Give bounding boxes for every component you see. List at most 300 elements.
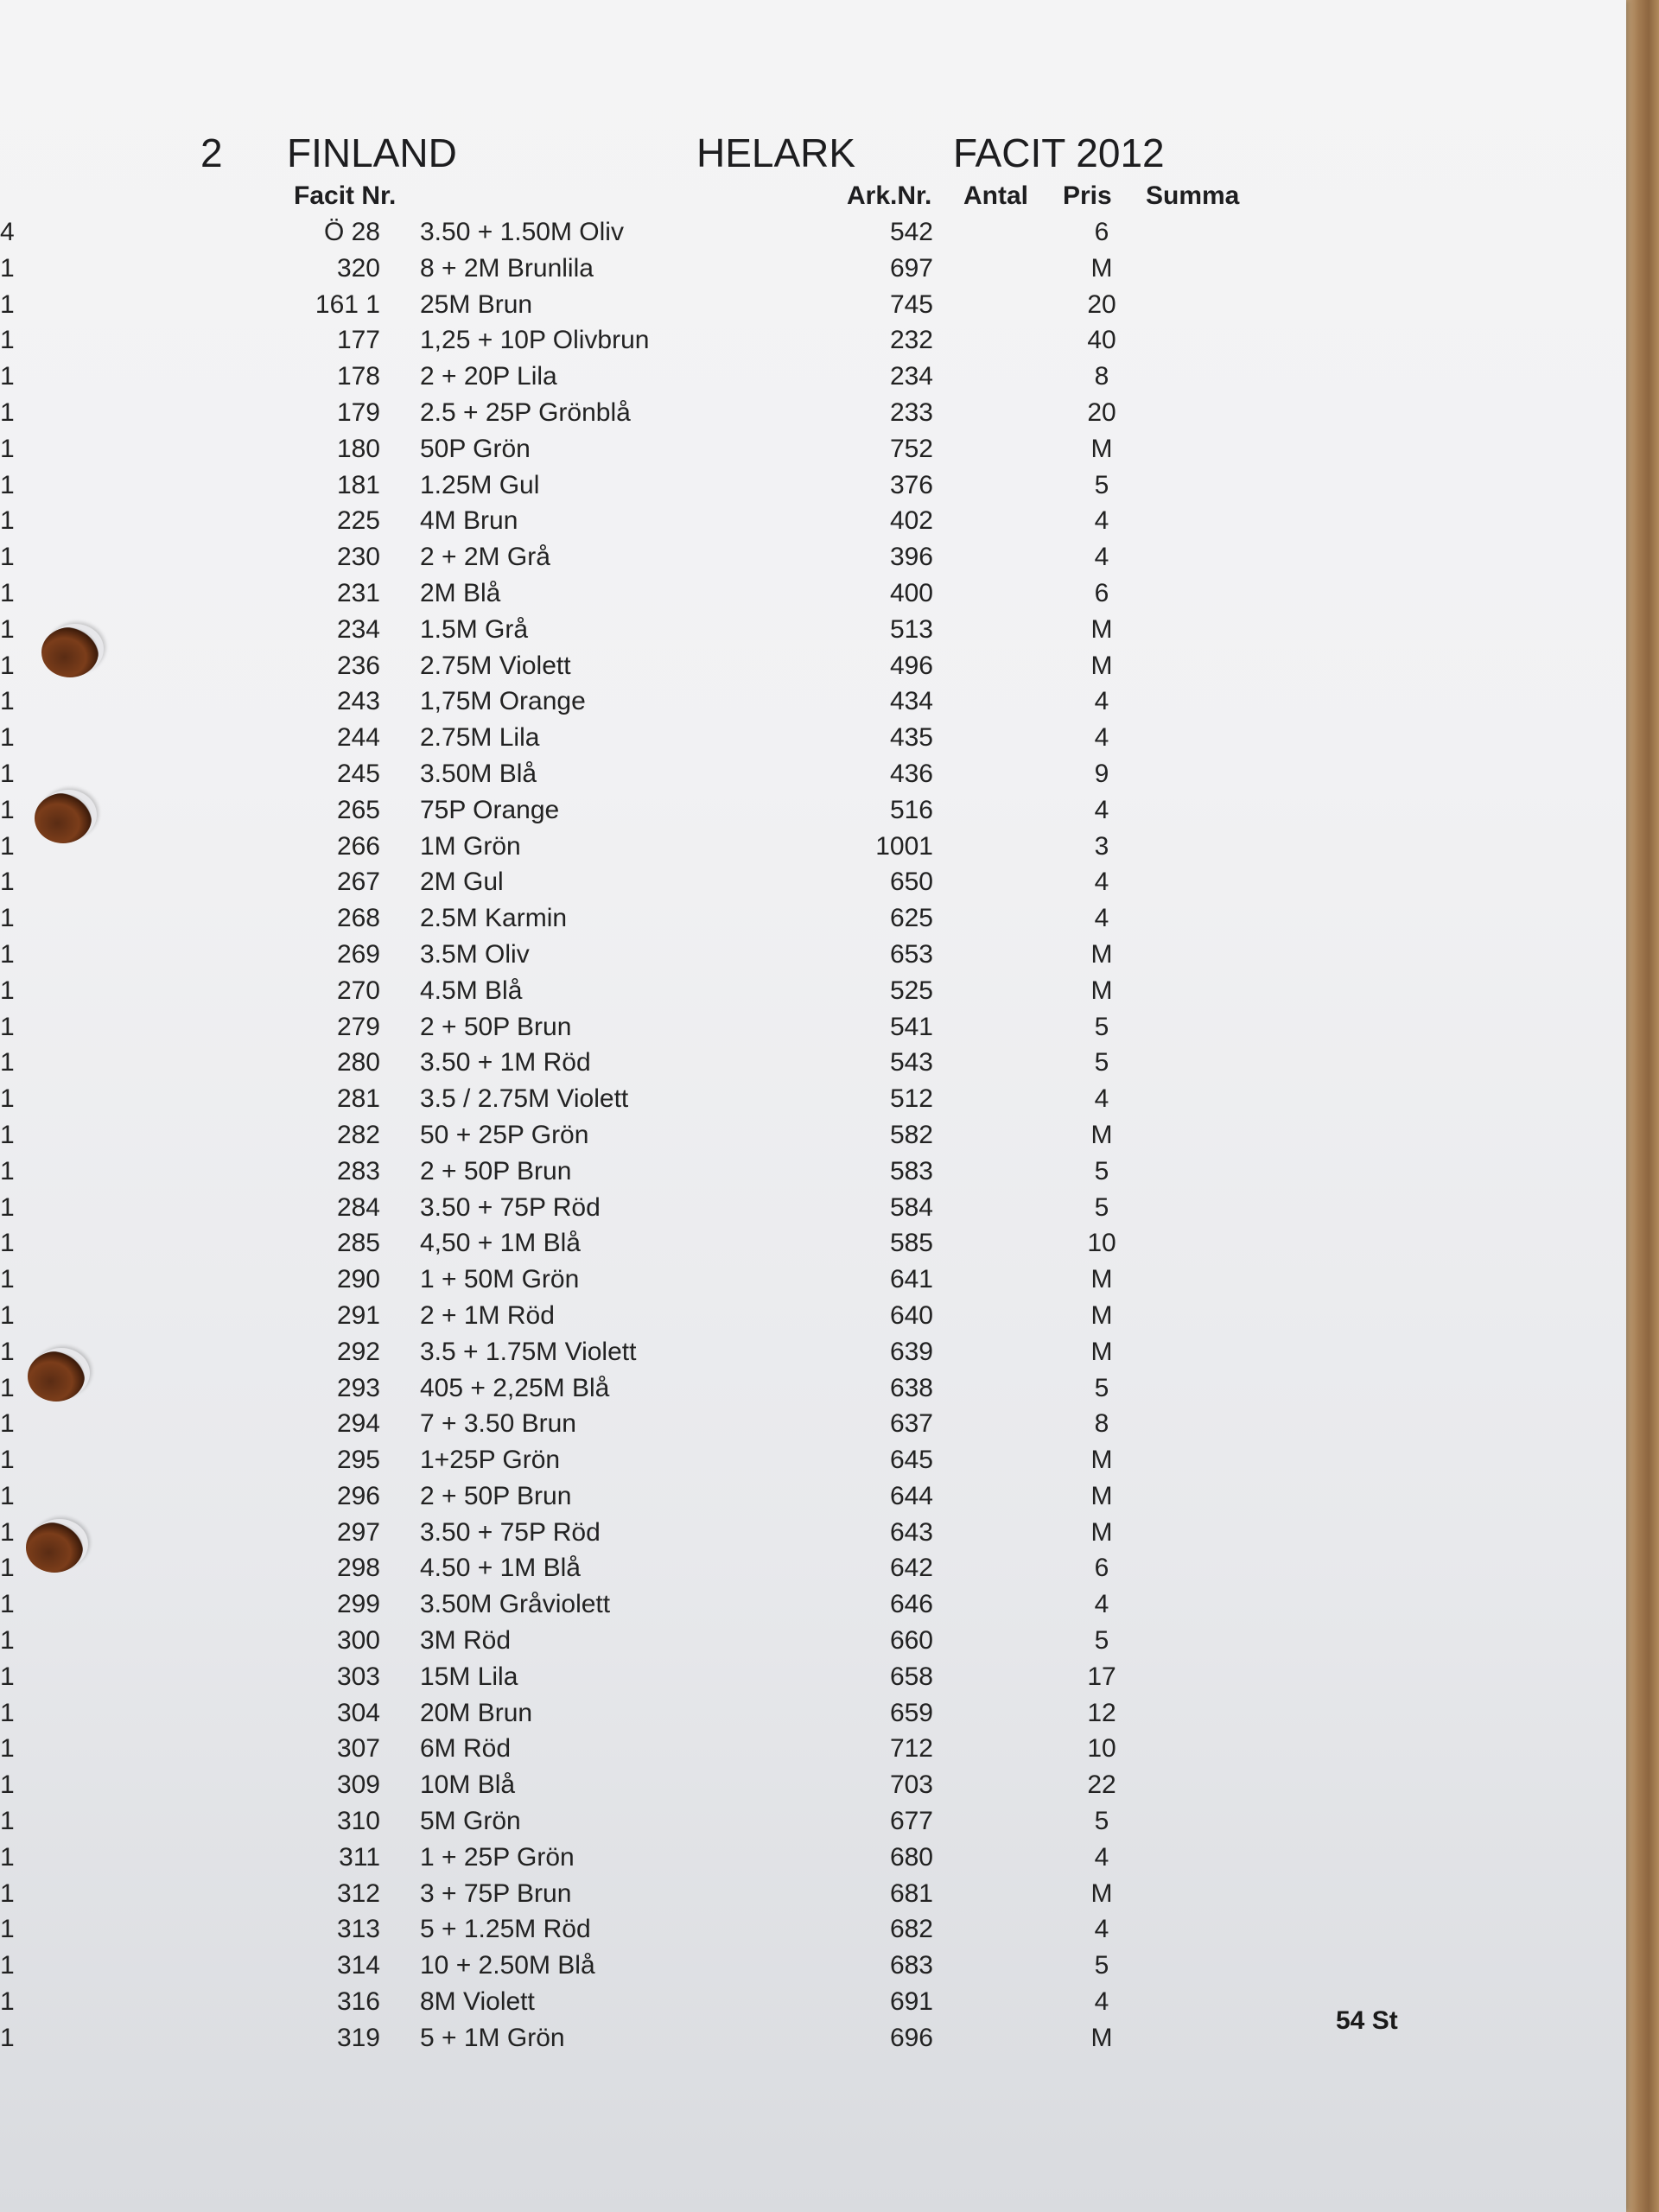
table-row (0, 1876, 1469, 1912)
pris-cell: M (1090, 939, 1113, 969)
page-number: 2 (200, 130, 223, 175)
antal-cell: 1 (0, 904, 15, 933)
antal-cell: 1 (0, 1698, 15, 1727)
antal-cell: 1 (0, 795, 15, 824)
ark-nr-cell: 516 (889, 795, 933, 824)
ark-nr-cell: 376 (889, 470, 933, 499)
description-cell: 75P Orange (420, 795, 560, 824)
description-cell: 5M Grön (420, 1807, 521, 1836)
column-header-summa: Summa (1146, 181, 1240, 210)
table-row (0, 1623, 1469, 1659)
ark-nr-cell: 584 (889, 1192, 933, 1222)
ark-nr-cell: 639 (889, 1337, 933, 1366)
description-cell: 7 + 3.50 Brun (420, 1409, 576, 1439)
description-cell: 2 + 50P Brun (420, 1481, 572, 1510)
antal-cell: 1 (0, 470, 15, 499)
description-cell: 3.50 + 75P Röd (420, 1192, 601, 1222)
antal-cell: 1 (0, 1265, 15, 1294)
facit-nr-cell: 179 (336, 397, 380, 427)
antal-cell: 1 (0, 1987, 15, 2017)
facit-nr-cell: 236 (336, 651, 380, 680)
facit-nr-cell: 299 (336, 1590, 380, 1619)
table-row (0, 1911, 1469, 1948)
description-cell: 15M Lila (420, 1662, 518, 1691)
antal-cell: 1 (0, 614, 15, 644)
table-row (0, 1117, 1469, 1154)
ark-nr-cell: 585 (889, 1229, 933, 1258)
stamp-list (0, 214, 1469, 2056)
pris-cell: M (1090, 1337, 1113, 1366)
ark-nr-cell: 645 (889, 1446, 933, 1475)
facit-nr-cell: 297 (336, 1517, 380, 1547)
ark-nr-cell: 582 (889, 1120, 933, 1149)
pris-cell: 4 (1094, 723, 1109, 753)
ark-nr-cell: 712 (889, 1734, 933, 1764)
pris-cell: 4 (1094, 1084, 1109, 1114)
ark-nr-cell: 677 (889, 1807, 933, 1836)
facit-nr-cell: 295 (336, 1446, 380, 1475)
ark-nr-cell: 496 (889, 651, 933, 680)
ark-nr-cell: 697 (889, 253, 933, 283)
table-row (0, 287, 1469, 323)
description-cell: 4M Brun (420, 506, 518, 536)
table-row (0, 1442, 1469, 1478)
table-row (0, 1840, 1469, 1876)
ark-nr-cell: 1001 (875, 831, 933, 861)
pris-cell: 4 (1094, 1915, 1109, 1944)
antal-cell: 1 (0, 434, 15, 463)
antal-cell: 1 (0, 651, 15, 680)
facit-nr-cell: 309 (336, 1770, 380, 1800)
ark-nr-cell: 625 (889, 904, 933, 933)
facit-nr-cell: 312 (336, 1878, 380, 1908)
antal-cell: 1 (0, 1156, 15, 1185)
ark-nr-cell: 436 (889, 759, 933, 788)
facit-nr-cell: 266 (336, 831, 380, 861)
description-cell: 2 + 1M Röd (420, 1300, 555, 1330)
pris-cell: 5 (1094, 470, 1109, 499)
facit-nr-cell: 290 (336, 1265, 380, 1294)
facit-nr-cell: 177 (336, 326, 380, 355)
pris-cell: 4 (1094, 904, 1109, 933)
facit-nr-cell: 314 (336, 1951, 380, 1980)
facit-nr-cell: 311 (339, 1842, 380, 1872)
antal-cell: 1 (0, 1915, 15, 1944)
facit-nr-cell: 265 (336, 795, 380, 824)
description-cell: 20M Brun (420, 1698, 533, 1727)
antal-cell: 1 (0, 1554, 15, 1583)
ark-nr-cell: 681 (889, 1878, 933, 1908)
ark-nr-cell: 660 (889, 1626, 933, 1656)
pris-cell: 9 (1094, 759, 1109, 788)
ark-nr-cell: 703 (889, 1770, 933, 1800)
table-row (0, 1225, 1469, 1262)
antal-cell: 1 (0, 326, 15, 355)
antal-cell: 1 (0, 1807, 15, 1836)
table-row (0, 1803, 1469, 1840)
pris-cell: 4 (1094, 868, 1109, 897)
facit-nr-cell: 303 (336, 1662, 380, 1691)
pris-cell: 5 (1094, 1156, 1109, 1185)
table-row (0, 1731, 1469, 1767)
ark-nr-cell: 680 (889, 1842, 933, 1872)
table-row (0, 214, 1469, 251)
ark-nr-cell: 658 (889, 1662, 933, 1691)
facit-nr-cell: 231 (336, 578, 380, 607)
pris-cell: 8 (1094, 362, 1109, 391)
antal-cell: 1 (0, 1951, 15, 1980)
antal-cell: 1 (0, 687, 15, 716)
antal-cell: 1 (0, 1012, 15, 1041)
ark-nr-cell: 233 (889, 397, 933, 427)
table-row (0, 1984, 1469, 2020)
table-row (0, 575, 1469, 612)
table-row (0, 612, 1469, 648)
pris-cell: 5 (1094, 1626, 1109, 1656)
facit-nr-cell: 180 (336, 434, 380, 463)
facit-nr-cell: 230 (336, 543, 380, 572)
ark-nr-cell: 396 (889, 543, 933, 572)
pris-cell: M (1090, 1517, 1113, 1547)
facit-nr-cell: 293 (336, 1373, 380, 1402)
description-cell: 8M Violett (420, 1987, 535, 2017)
antal-cell: 1 (0, 1446, 15, 1475)
table-row (0, 1081, 1469, 1117)
table-row (0, 1767, 1469, 1803)
description-cell: 1+25P Grön (420, 1446, 561, 1475)
table-row (0, 1478, 1469, 1515)
description-cell: 5 + 1.25M Röd (420, 1915, 591, 1944)
table-row (0, 2020, 1469, 2056)
table-row (0, 1298, 1469, 1334)
description-cell: 3.5M Oliv (420, 939, 530, 969)
table-row (0, 864, 1469, 900)
table-row (0, 900, 1469, 937)
table-row (0, 322, 1469, 359)
facit-nr-cell: 304 (336, 1698, 380, 1727)
description-cell: 2.75M Violett (420, 651, 571, 680)
ark-nr-cell: 541 (889, 1012, 933, 1041)
country-title: FINLAND (287, 130, 457, 175)
antal-cell: 1 (0, 1120, 15, 1149)
facit-nr-cell: 292 (336, 1337, 380, 1366)
antal-cell: 1 (0, 1300, 15, 1330)
description-cell: 10M Blå (420, 1770, 516, 1800)
table-row (0, 720, 1469, 756)
pris-cell: M (1090, 434, 1113, 463)
description-cell: 3.5 + 1.75M Violett (420, 1337, 637, 1366)
ark-nr-cell: 525 (889, 976, 933, 1005)
ark-nr-cell: 696 (889, 2023, 933, 2052)
facit-nr-cell: 296 (336, 1481, 380, 1510)
facit-nr-cell: 307 (336, 1734, 380, 1764)
ark-nr-cell: 434 (889, 687, 933, 716)
description-cell: 6M Röd (420, 1734, 512, 1764)
description-cell: 3.5 / 2.75M Violett (420, 1084, 629, 1114)
description-cell: 2.75M Lila (420, 723, 540, 753)
description-cell: 8 + 2M Brunlila (420, 253, 594, 283)
wooden-desk-edge (1624, 0, 1659, 2212)
antal-cell: 1 (0, 1878, 15, 1908)
antal-cell: 1 (0, 397, 15, 427)
pris-cell: 20 (1087, 397, 1116, 427)
pris-cell: 5 (1094, 1192, 1109, 1222)
facit-nr-cell: 300 (336, 1626, 380, 1656)
antal-cell: 1 (0, 831, 15, 861)
facit-nr-cell: 294 (336, 1409, 380, 1439)
ark-nr-cell: 646 (889, 1590, 933, 1619)
description-cell: 4,50 + 1M Blå (420, 1229, 581, 1258)
description-cell: 5 + 1M Grön (420, 2023, 565, 2052)
description-cell: 1.25M Gul (420, 470, 540, 499)
ark-nr-cell: 643 (889, 1517, 933, 1547)
antal-cell: 1 (0, 1517, 15, 1547)
pris-cell: 4 (1094, 543, 1109, 572)
table-row (0, 1190, 1469, 1226)
table-row (0, 1262, 1469, 1298)
pris-cell: 4 (1094, 687, 1109, 716)
facit-nr-cell: 178 (336, 362, 380, 391)
facit-nr-cell: 280 (336, 1048, 380, 1077)
antal-cell: 1 (0, 1626, 15, 1656)
pris-cell: 20 (1087, 289, 1116, 319)
facit-nr-cell: 310 (336, 1807, 380, 1836)
facit-nr-cell: 282 (336, 1120, 380, 1149)
facit-nr-cell: 298 (336, 1554, 380, 1583)
antal-cell: 1 (0, 1409, 15, 1439)
ark-nr-cell: 653 (889, 939, 933, 969)
ark-nr-cell: 402 (889, 506, 933, 536)
pris-cell: 10 (1087, 1229, 1116, 1258)
facit-nr-cell: 161 1 (315, 289, 380, 319)
ark-nr-cell: 512 (889, 1084, 933, 1114)
description-cell: 1 + 50M Grön (420, 1265, 580, 1294)
pris-cell: M (1090, 614, 1113, 644)
facit-nr-cell: 316 (336, 1987, 380, 2017)
antal-cell: 1 (0, 976, 15, 1005)
pris-cell: 4 (1094, 506, 1109, 536)
column-header-facit-nr: Facit Nr. (294, 181, 397, 210)
ark-nr-cell: 644 (889, 1481, 933, 1510)
pris-cell: M (1090, 651, 1113, 680)
table-row (0, 1406, 1469, 1442)
table-row (0, 1948, 1469, 1984)
table-row (0, 829, 1469, 865)
table-row (0, 395, 1469, 431)
pris-cell: 6 (1094, 218, 1109, 246)
table-row (0, 359, 1469, 395)
facit-nr-cell: 285 (336, 1229, 380, 1258)
description-cell: 2M Gul (420, 868, 504, 897)
table-row (0, 937, 1469, 973)
ark-nr-cell: 745 (889, 289, 933, 319)
antal-cell: 1 (0, 289, 15, 319)
description-cell: 2 + 20P Lila (420, 362, 557, 391)
description-cell: 1M Grön (420, 831, 521, 861)
description-cell: 25M Brun (420, 289, 533, 319)
ark-nr-cell: 234 (889, 362, 933, 391)
antal-cell: 1 (0, 759, 15, 788)
table-row (0, 1045, 1469, 1081)
pris-cell: 4 (1094, 1590, 1109, 1619)
ark-nr-cell: 642 (889, 1554, 933, 1583)
description-cell: 10 + 2.50M Blå (420, 1951, 595, 1980)
facit-nr-cell: 284 (336, 1192, 380, 1222)
ark-nr-cell: 683 (889, 1951, 933, 1980)
table-row (0, 431, 1469, 467)
antal-cell: 1 (0, 1337, 15, 1366)
description-cell: 3.50 + 1M Röd (420, 1048, 591, 1077)
description-cell: 2M Blå (420, 578, 501, 607)
pris-cell: 5 (1094, 1951, 1109, 1980)
pris-cell: 5 (1094, 1373, 1109, 1402)
pris-cell: 12 (1087, 1698, 1116, 1727)
table-row (0, 539, 1469, 575)
ark-nr-cell: 682 (889, 1915, 933, 1944)
description-cell: 3M Röd (420, 1626, 512, 1656)
description-cell: 1,25 + 10P Olivbrun (420, 326, 650, 355)
antal-cell: 1 (0, 578, 15, 607)
facit-nr-cell: 319 (336, 2023, 380, 2052)
table-row (0, 1586, 1469, 1623)
pris-cell: 17 (1087, 1662, 1116, 1691)
ark-nr-cell: 637 (889, 1409, 933, 1439)
ark-nr-cell: 638 (889, 1373, 933, 1402)
pris-cell: 10 (1087, 1734, 1116, 1764)
description-cell: 2 + 50P Brun (420, 1012, 572, 1041)
column-header-pris: Pris (1063, 181, 1112, 210)
antal-cell: 1 (0, 1048, 15, 1077)
ark-nr-cell: 435 (889, 723, 933, 753)
facit-nr-cell: 267 (336, 868, 380, 897)
facit-nr-cell: 281 (336, 1084, 380, 1114)
facit-nr-cell: Ö 28 (323, 218, 380, 246)
antal-cell: 1 (0, 506, 15, 536)
pris-cell: M (1090, 2023, 1113, 2052)
ark-nr-cell: 232 (889, 326, 933, 355)
antal-cell: 1 (0, 1192, 15, 1222)
facit-nr-cell: 283 (336, 1156, 380, 1185)
table-row (0, 1515, 1469, 1551)
pris-cell: M (1090, 1265, 1113, 1294)
description-cell: 1.5M Grå (420, 614, 529, 644)
table-row (0, 792, 1469, 829)
pris-cell: M (1090, 1878, 1113, 1908)
pris-cell: 4 (1094, 1987, 1109, 2017)
pris-cell: M (1090, 1300, 1113, 1330)
pris-cell: 4 (1094, 795, 1109, 824)
column-header-antal: Antal (963, 181, 1028, 210)
pris-cell: 3 (1094, 831, 1109, 861)
catalog-title: FACIT 2012 (953, 130, 1165, 175)
pris-cell: 22 (1087, 1770, 1116, 1800)
table-row (0, 1695, 1469, 1732)
facit-nr-cell: 269 (336, 939, 380, 969)
antal-cell: 1 (0, 1229, 15, 1258)
antal-cell: 1 (0, 939, 15, 969)
description-cell: 50P Grön (420, 434, 531, 463)
facit-nr-cell: 270 (336, 976, 380, 1005)
ark-nr-cell: 543 (889, 1048, 933, 1077)
pris-cell: M (1090, 1446, 1113, 1475)
antal-cell: 1 (0, 868, 15, 897)
description-cell: 2 + 2M Grå (420, 543, 550, 572)
antal-cell: 4 (0, 218, 15, 246)
ark-nr-cell: 542 (889, 218, 933, 246)
description-cell: 405 + 2,25M Blå (420, 1373, 610, 1402)
antal-cell: 1 (0, 543, 15, 572)
facit-nr-cell: 291 (336, 1300, 380, 1330)
ark-nr-cell: 752 (889, 434, 933, 463)
table-row (0, 1009, 1469, 1046)
ark-nr-cell: 583 (889, 1156, 933, 1185)
description-cell: 2.5M Karmin (420, 904, 568, 933)
ark-nr-cell: 691 (889, 1987, 933, 2017)
table-row (0, 683, 1469, 720)
antal-cell: 1 (0, 1084, 15, 1114)
column-header-ark-nr: Ark.Nr. (847, 181, 932, 210)
pris-cell: 5 (1094, 1807, 1109, 1836)
description-cell: 3.50M Blå (420, 759, 537, 788)
antal-cell: 1 (0, 1590, 15, 1619)
antal-cell: 1 (0, 253, 15, 283)
description-cell: 3.50M Gråviolett (420, 1590, 611, 1619)
description-cell: 50 + 25P Grön (420, 1120, 589, 1149)
sheet-type-title: HELARK (696, 130, 856, 175)
antal-cell: 1 (0, 1770, 15, 1800)
antal-cell: 1 (0, 1734, 15, 1764)
ark-nr-cell: 659 (889, 1698, 933, 1727)
table-row (0, 1659, 1469, 1695)
table-row (0, 1550, 1469, 1586)
facit-nr-cell: 234 (336, 614, 380, 644)
facit-nr-cell: 181 (336, 470, 380, 499)
ark-nr-cell: 641 (889, 1265, 933, 1294)
antal-cell: 1 (0, 2023, 15, 2052)
description-cell: 2 + 50P Brun (420, 1156, 572, 1185)
pris-cell: 4 (1094, 1842, 1109, 1872)
facit-nr-cell: 320 (336, 253, 380, 283)
antal-cell: 1 (0, 1842, 15, 1872)
table-row (0, 467, 1469, 504)
facit-nr-cell: 279 (336, 1012, 380, 1041)
facit-nr-cell: 244 (336, 723, 380, 753)
table-row (0, 1370, 1469, 1407)
ark-nr-cell: 513 (889, 614, 933, 644)
facit-nr-cell: 225 (336, 506, 380, 536)
antal-cell: 1 (0, 723, 15, 753)
pris-cell: 6 (1094, 578, 1109, 607)
pris-cell: 5 (1094, 1012, 1109, 1041)
description-cell: 4.5M Blå (420, 976, 523, 1005)
pris-cell: M (1090, 253, 1113, 283)
total-count: 54 St (1336, 2006, 1398, 2035)
description-cell: 3.50 + 1.50M Oliv (420, 218, 624, 246)
description-cell: 3.50 + 75P Röd (420, 1517, 601, 1547)
table-row (0, 756, 1469, 792)
pris-cell: M (1090, 976, 1113, 1005)
facit-nr-cell: 245 (336, 759, 380, 788)
pris-cell: 5 (1094, 1048, 1109, 1077)
facit-nr-cell: 243 (336, 687, 380, 716)
table-row (0, 973, 1469, 1009)
antal-cell: 1 (0, 362, 15, 391)
ark-nr-cell: 640 (889, 1300, 933, 1330)
pris-cell: 8 (1094, 1409, 1109, 1439)
pris-cell: 40 (1087, 326, 1116, 355)
antal-cell: 1 (0, 1662, 15, 1691)
description-cell: 2.5 + 25P Grönblå (420, 397, 631, 427)
